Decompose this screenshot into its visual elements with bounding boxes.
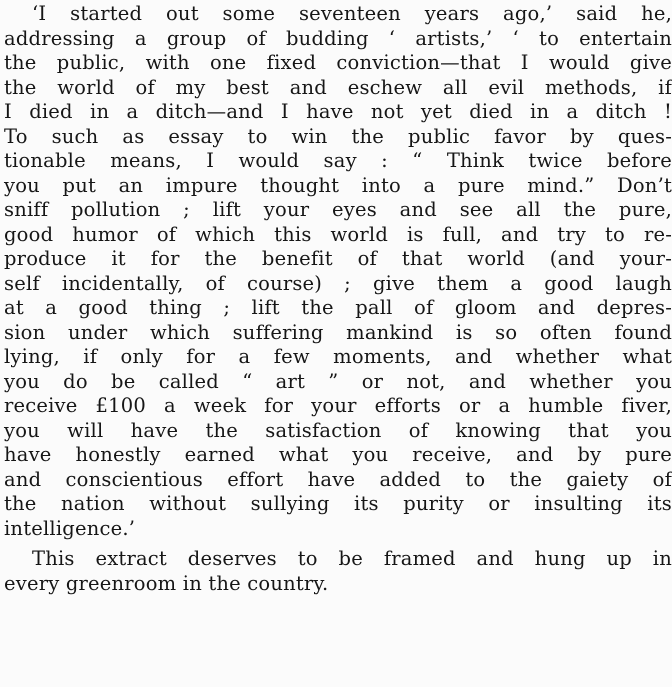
text-line: To such as essay to win the public favor by ques- <box>4 124 672 148</box>
text-line: produce it for the benefit of that world (and your- <box>4 247 672 270</box>
text-line: good humor of which this world is full, and try to re- <box>4 222 672 246</box>
text-line: This extract deserves to be framed and hung up in <box>32 547 672 570</box>
article-text <box>4 2 672 596</box>
text-line: receive £100 a week for your efforts or a humble fiver, <box>4 394 672 417</box>
text-line: sniff pollution ; lift your eyes and see all the pure, <box>4 198 672 221</box>
text-line: the world of my best and eschew all evil methods, if <box>4 75 672 99</box>
text-line: have honestly earned what you receive, and by pure <box>4 443 672 466</box>
text-line: and conscientious effort have added to the gaiety of <box>4 467 672 491</box>
text-line: sion under which suffering mankind is so often found <box>4 320 672 344</box>
text-line: addressing a group of budding ‘ artists,’ ‘ to entertain <box>4 26 672 50</box>
text-line: at a good thing ; lift the pall of gloom and depres- <box>4 296 672 319</box>
text-line: you put an impure thought into a pure mind.” Don’t <box>4 173 672 197</box>
quote-paragraph <box>4 2 672 541</box>
text-line: lying, if only for a few moments, and whether what <box>4 345 672 368</box>
text-line: the nation without sullying its purity or insulting its <box>4 492 672 515</box>
text-line: self incidentally, of course) ; give them a good laugh <box>4 271 672 295</box>
text-line: intelligence.’ <box>4 516 136 540</box>
text-line: I died in a ditch—and I have not yet died in a ditch ! <box>4 100 672 123</box>
closing-paragraph <box>4 547 672 596</box>
text-line: tionable means, I would say : “ Think twice before <box>4 149 672 172</box>
text-line: ‘I started out some seventeen years ago,’ said he, <box>32 2 672 25</box>
text-line: you will have the satisfaction of knowing that you <box>4 418 672 442</box>
text-line: you do be called “ art ” or not, and whether you <box>4 369 672 393</box>
text-line: the public, with one fixed conviction—that I would give <box>4 51 672 74</box>
text-line: every greenroom in the country. <box>4 571 329 595</box>
